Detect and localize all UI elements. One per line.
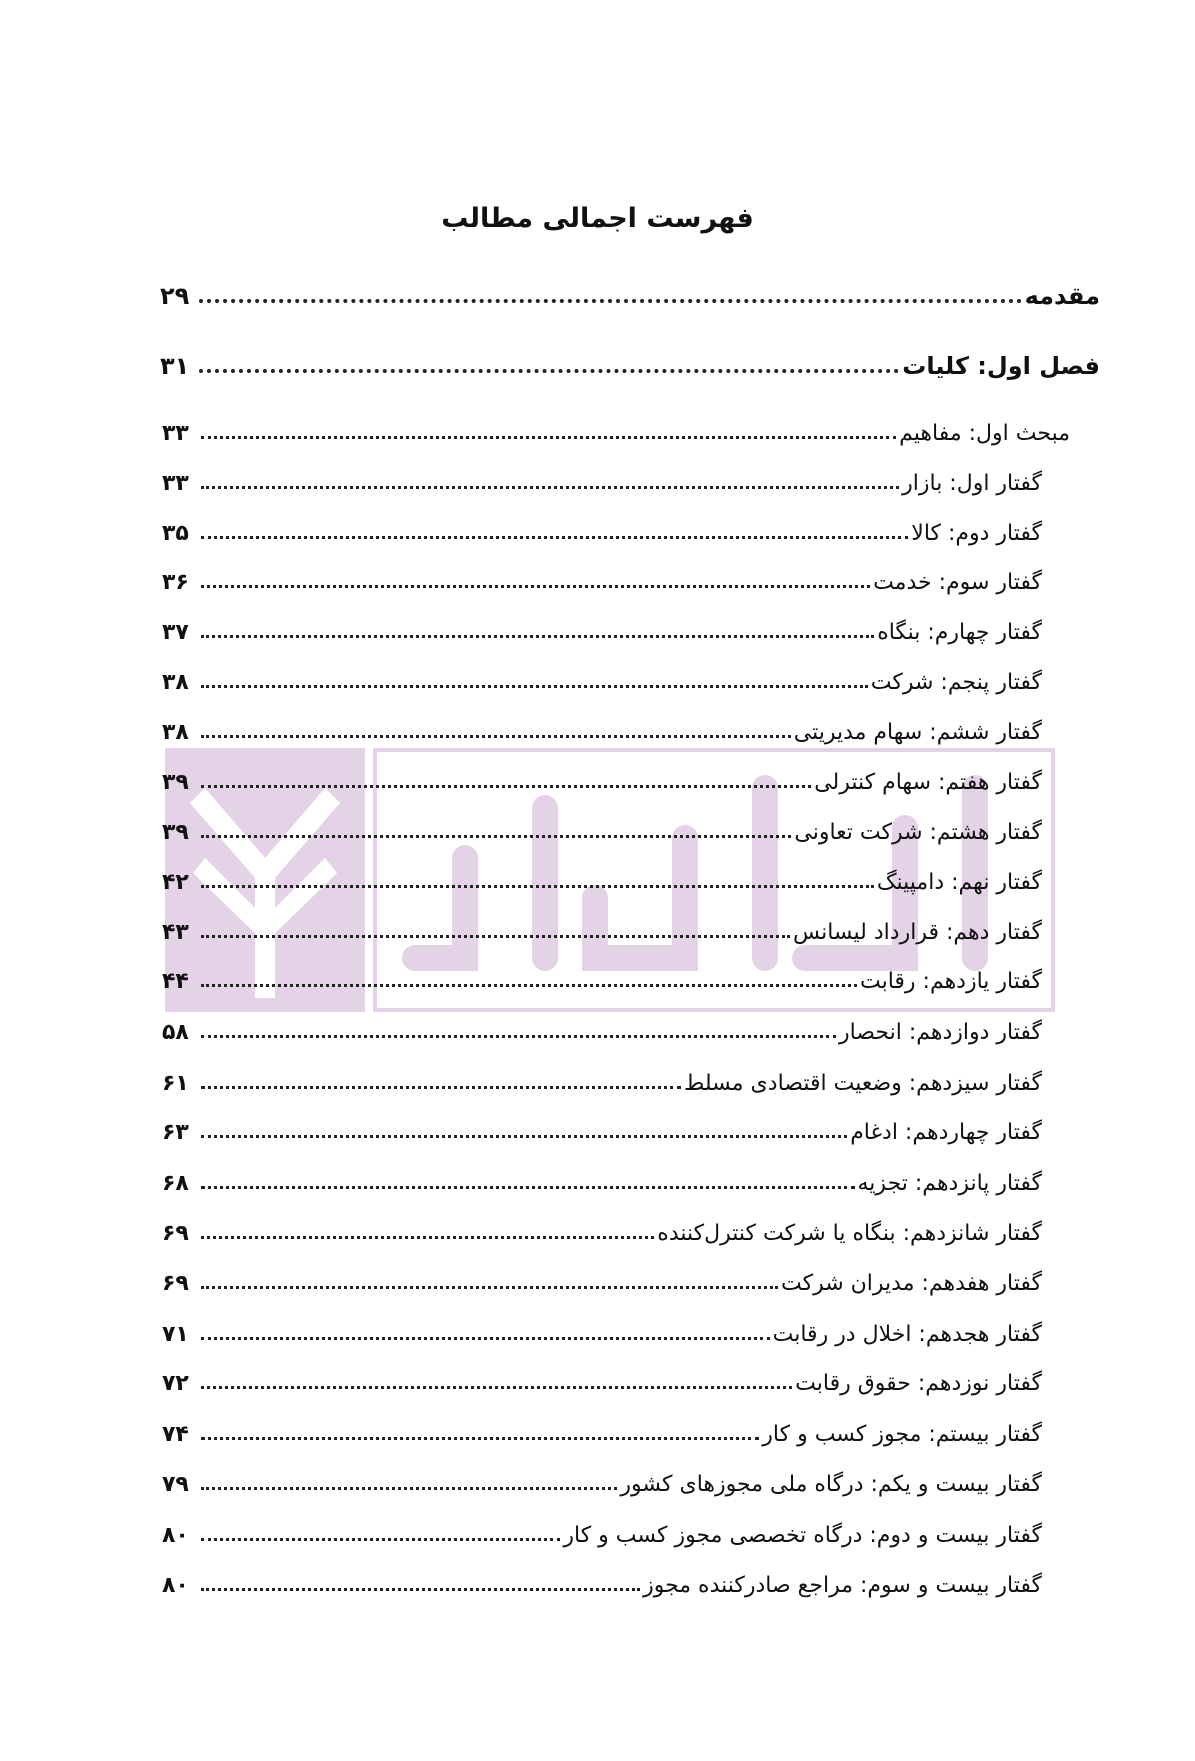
toc-entry-label: گفتار اول: بازار	[902, 471, 1042, 496]
toc-entry	[162, 960, 1042, 994]
toc-page-number: ۳۹	[162, 820, 189, 845]
toc-leader-dots	[201, 835, 791, 838]
toc-entry	[162, 512, 1042, 546]
toc-entry	[162, 1564, 1042, 1598]
toc-entry	[162, 811, 1042, 845]
toc-page-number: ۲۹	[160, 282, 190, 310]
toc-entry-label: گفتار دوم: کالا	[911, 521, 1042, 546]
toc-entry-label: مقدمه	[1024, 282, 1100, 310]
toc-entry-label: گفتار چهاردهم: ادغام	[850, 1120, 1042, 1145]
toc-page-number: ۳۸	[162, 670, 189, 695]
toc-entry-label: گفتار دهم: قرارداد لیسانس	[793, 920, 1042, 945]
toc-leader-dots	[201, 1286, 778, 1289]
toc-page-number: ۴۴	[162, 969, 189, 994]
toc-leader-dots	[201, 885, 874, 888]
toc-leader-dots	[201, 536, 908, 539]
toc-entry-label: گفتار هفدهم: مدیران شرکت	[781, 1271, 1042, 1296]
toc-page-number: ۶۸	[162, 1171, 189, 1196]
toc-entry	[162, 1362, 1042, 1396]
toc-leader-dots	[201, 1538, 560, 1541]
toc-entry-label: گفتار نهم: دامپینگ	[876, 870, 1042, 895]
toc-entry	[162, 1514, 1042, 1548]
toc-entry-label: فصل اول: کلیات	[902, 352, 1100, 380]
toc-page-number: ۷۹	[162, 1472, 189, 1497]
toc-entry	[162, 1463, 1042, 1497]
toc-entry	[162, 1413, 1042, 1447]
toc-entry-label: گفتار پنجم: شرکت	[870, 670, 1042, 695]
toc-page-number: ۳۳	[162, 421, 189, 446]
toc-entry-label: گفتار بیست و یکم: درگاه ملی مجوزهای کشور	[620, 1472, 1042, 1497]
toc-entry-label: گفتار نوزدهم: حقوق رقابت	[795, 1371, 1042, 1396]
toc-page-number: ۳۵	[162, 521, 189, 546]
toc-page-number: ۷۴	[162, 1422, 189, 1447]
toc-entry	[162, 1313, 1042, 1347]
toc-page-number: ۳۶	[162, 570, 189, 595]
toc-page-number: ۶۳	[162, 1120, 189, 1145]
toc-entry-label: گفتار پانزدهم: تجزیه	[857, 1171, 1042, 1196]
toc-leader-dots	[201, 1035, 836, 1038]
toc-entry	[162, 1212, 1042, 1246]
toc-entry-label: گفتار یازدهم: رقابت	[859, 969, 1042, 994]
toc-leader-dots	[201, 785, 811, 788]
toc-entry-label: گفتار بیست و سوم: مراجع صادرکننده مجوز	[643, 1573, 1042, 1598]
toc-leader-dots	[201, 1386, 792, 1389]
toc-leader-dots	[201, 1337, 770, 1340]
toc-entry-label: گفتار هفتم: سهام کنترلی	[814, 770, 1042, 795]
toc-page-number: ۴۲	[162, 870, 189, 895]
toc-entry-label: گفتار سوم: خدمت	[873, 570, 1042, 595]
toc-entry-label: گفتار بیست و دوم: درگاه تخصصی مجوز کسب و کار	[563, 1523, 1042, 1548]
toc-entry	[162, 761, 1042, 795]
toc-page-number: ۳۳	[162, 471, 189, 496]
toc-entry	[162, 611, 1042, 645]
toc-entry-label: گفتار بیستم: مجوز کسب و کار	[762, 1422, 1042, 1447]
toc-leader-dots	[201, 1086, 681, 1089]
toc-entry	[162, 1011, 1042, 1045]
toc-leader-dots	[201, 1487, 617, 1490]
toc-entry	[160, 346, 1100, 380]
toc-leader-dots	[201, 585, 870, 588]
toc-entry-label: گفتار ششم: سهام مدیریتی	[793, 720, 1042, 745]
toc-leader-dots	[201, 935, 790, 938]
toc-entry	[162, 1111, 1042, 1145]
toc-entry-label: گفتار دوازدهم: انحصار	[838, 1020, 1042, 1045]
toc-leader-dots	[201, 486, 899, 489]
toc-leader-dots	[201, 1135, 847, 1138]
toc-page-number: ۳۹	[162, 770, 189, 795]
toc-page-number: ۴۳	[162, 920, 189, 945]
toc-leader-dots	[201, 1437, 759, 1440]
toc-page-number: ۶۹	[162, 1221, 189, 1246]
toc-page-number: ۳۱	[160, 352, 190, 380]
toc-page-number: ۷۱	[162, 1322, 189, 1347]
toc-page-number: ۶۹	[162, 1271, 189, 1296]
toc-leader-dots	[201, 984, 857, 987]
toc-entry-label: مبحث اول: مفاهیم	[899, 421, 1070, 446]
toc-leader-dots	[201, 1186, 855, 1189]
toc-entry	[162, 412, 1070, 446]
toc-entry-label: گفتار چهارم: بنگاه	[877, 620, 1042, 645]
toc-page-number: ۵۸	[162, 1020, 189, 1045]
toc-entry	[162, 661, 1042, 695]
toc-entry	[162, 911, 1042, 945]
toc-entry	[162, 711, 1042, 745]
toc-leader-dots	[201, 735, 791, 738]
toc-leader-dots	[199, 299, 1022, 303]
toc-page-number: ۳۸	[162, 720, 189, 745]
page-title: فهرست اجمالی مطالب	[441, 203, 754, 234]
toc-page-number: ۳۷	[162, 620, 189, 645]
toc-entry-label: گفتار هجدهم: اخلال در رقابت	[772, 1322, 1042, 1347]
toc-leader-dots	[201, 436, 896, 439]
toc-page-number: ۶۱	[162, 1071, 189, 1096]
toc-entry	[162, 561, 1042, 595]
toc-leader-dots	[201, 1588, 640, 1591]
toc-page-number: ۸۰	[162, 1573, 189, 1598]
toc-page-number: ۸۰	[162, 1523, 189, 1548]
toc-entry	[162, 1162, 1042, 1196]
toc-entry	[162, 462, 1042, 496]
toc-entry-label: گفتار سیزدهم: وضعیت اقتصادی مسلط	[683, 1071, 1042, 1096]
toc-entry	[162, 1262, 1042, 1296]
toc-entry	[162, 1062, 1042, 1096]
toc-leader-dots	[201, 635, 874, 638]
toc-leader-dots	[199, 369, 899, 373]
toc-leader-dots	[201, 685, 868, 688]
toc-entry	[162, 861, 1042, 895]
toc-entry-label: گفتار هشتم: شرکت تعاونی	[794, 820, 1042, 845]
toc-entry	[160, 276, 1100, 310]
toc-leader-dots	[201, 1236, 654, 1239]
toc-entry-label: گفتار شانزدهم: بنگاه یا شرکت کنترل‌کننده	[657, 1221, 1042, 1246]
toc-page-number: ۷۲	[162, 1371, 189, 1396]
